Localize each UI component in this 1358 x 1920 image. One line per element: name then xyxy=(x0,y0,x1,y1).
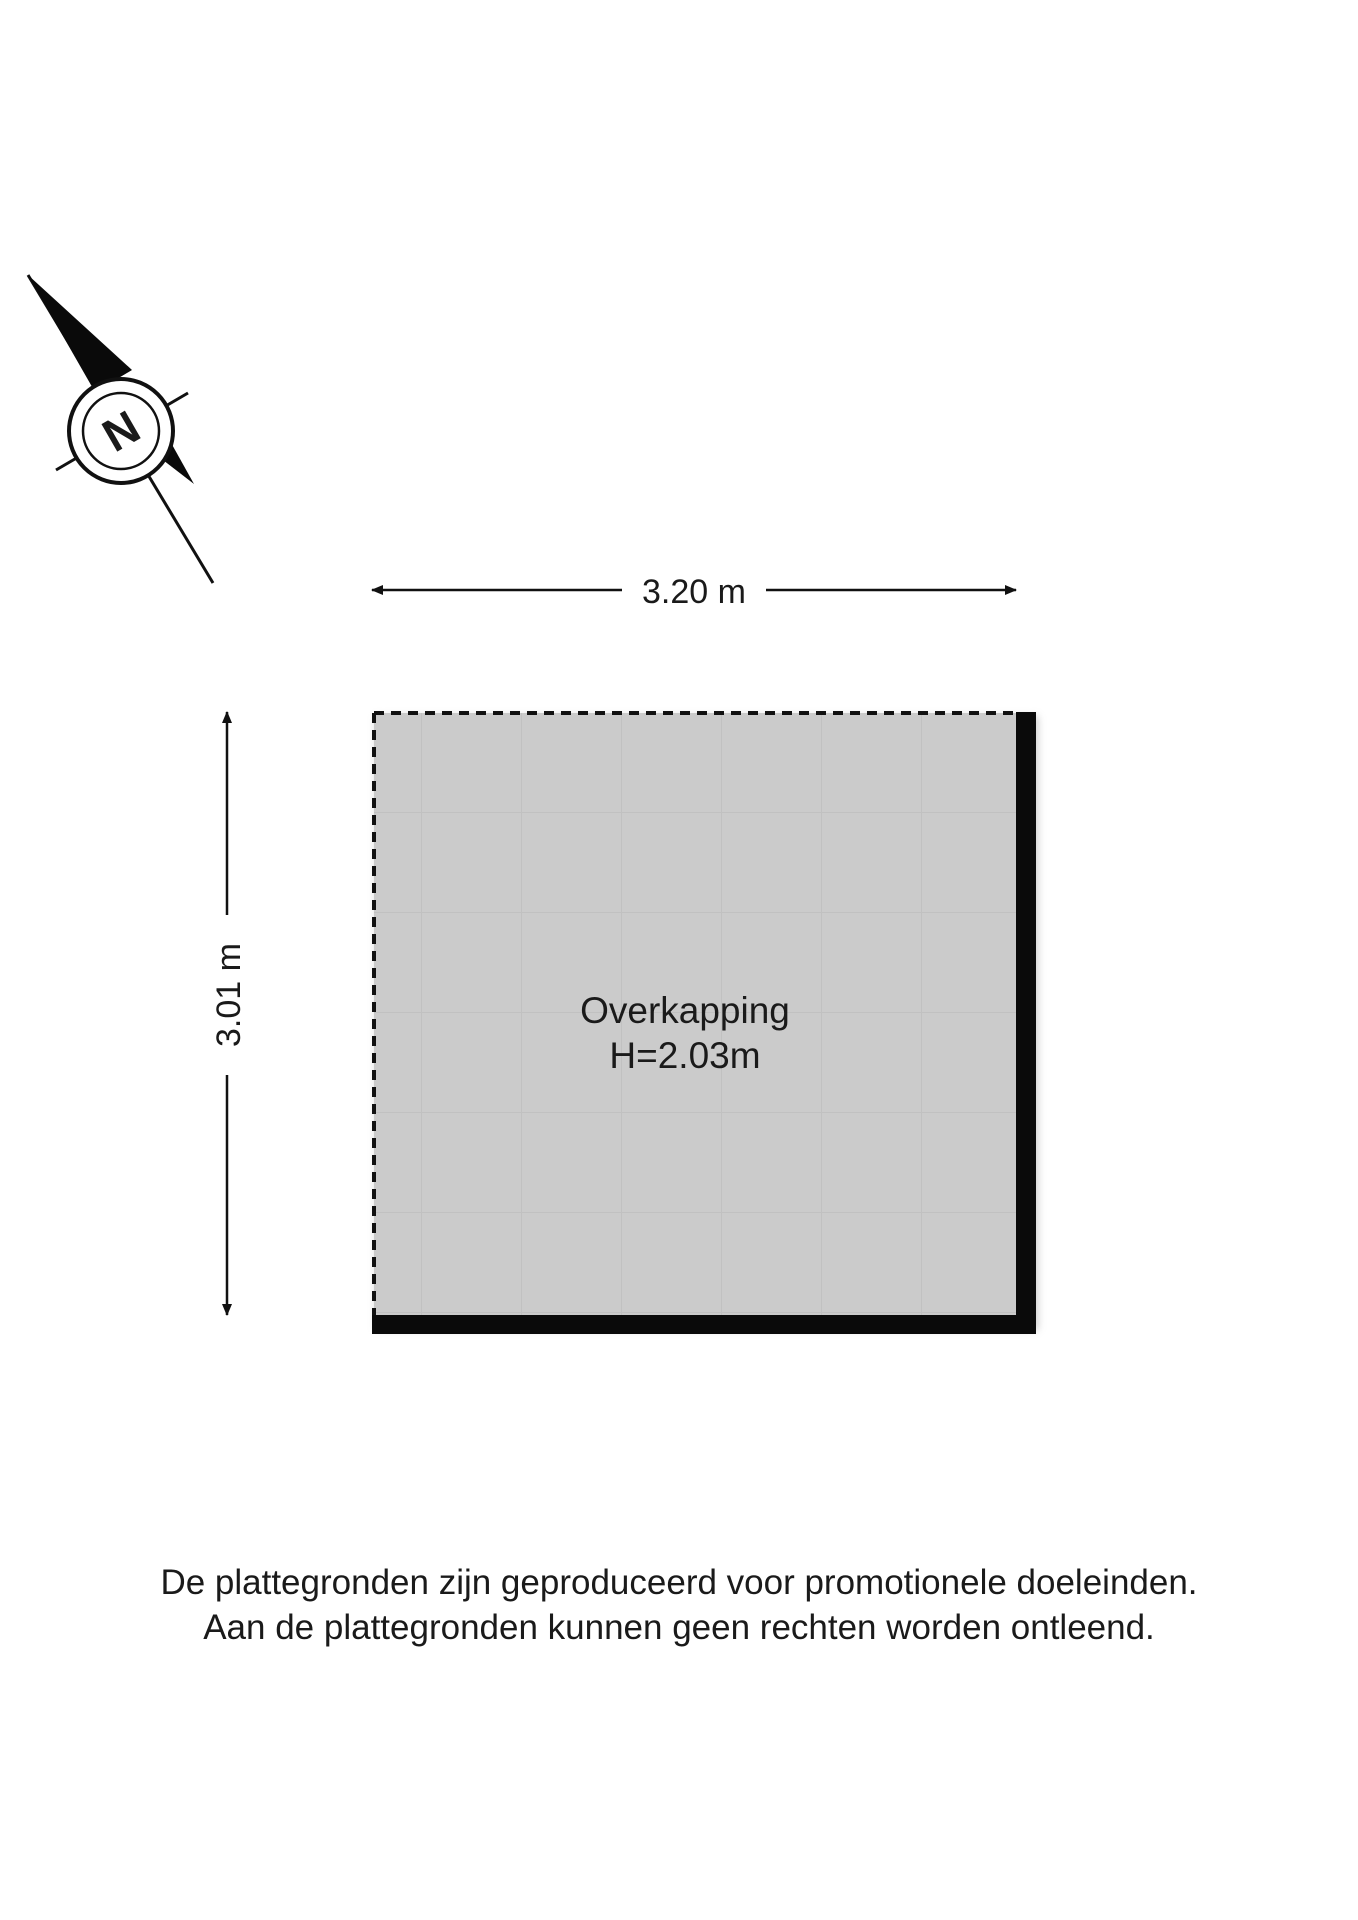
depth-dimension xyxy=(210,712,248,1315)
room-height-label: H=2.03m xyxy=(609,1035,761,1076)
room-overkapping xyxy=(372,712,1038,1334)
wall-bottom xyxy=(372,1315,1036,1334)
disclaimer-text xyxy=(0,1560,1358,1650)
wall-right xyxy=(1016,712,1036,1334)
disclaimer-line-1: De plattegronden zijn geproduceerd voor promotionele doeleinden. xyxy=(160,1563,1198,1602)
north-compass-icon xyxy=(28,275,213,583)
compass-north-label: N xyxy=(93,400,149,462)
disclaimer-line-2: Aan de plattegronden kunnen geen rechten worden ontleend. xyxy=(203,1608,1155,1647)
room-name-label: Overkapping xyxy=(580,990,790,1031)
width-dimension-label: 3.20 m xyxy=(642,573,746,611)
width-dimension xyxy=(372,573,1016,611)
depth-dimension-label: 3.01 m xyxy=(210,943,248,1047)
